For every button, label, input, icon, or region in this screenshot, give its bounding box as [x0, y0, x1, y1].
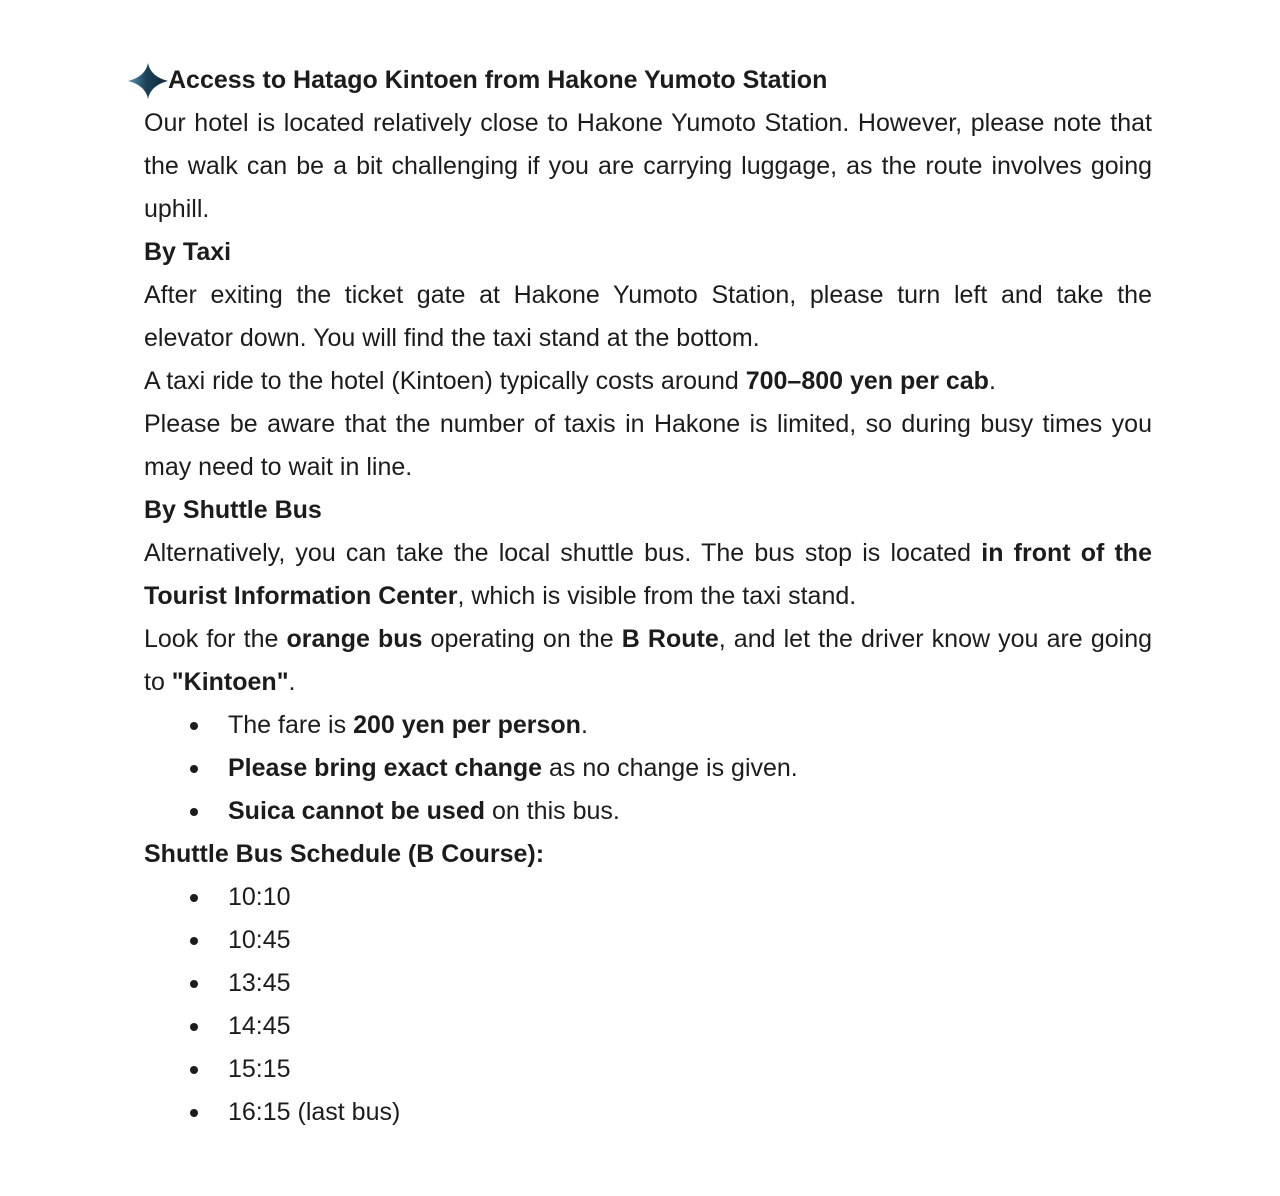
bullet-icon	[190, 1066, 198, 1074]
schedule-time: 10:45	[228, 926, 291, 954]
list-item	[144, 1048, 1152, 1091]
list-item	[144, 962, 1152, 1005]
bullet-icon	[190, 808, 198, 816]
paragraph-taxi-availability: Please be aware that the number of taxis in Hakone is limited, so during busy times you may need to wait in line.	[144, 410, 1152, 481]
list-item	[144, 747, 1152, 790]
schedule-time: 15:15	[228, 1055, 291, 1083]
list-item	[144, 1091, 1152, 1134]
paragraph-taxi-fare: A taxi ride to the hotel (Kintoen) typically costs around 700–800 yen per cab.	[144, 367, 996, 395]
bullet-icon	[190, 980, 198, 988]
bullet-icon	[190, 722, 198, 730]
bullet-icon	[190, 765, 198, 773]
paragraph-bus-stop-location: Alternatively, you can take the local shuttle bus. The bus stop is located in front of the Tourist Information Center, which is visible from the taxi stand.	[144, 539, 1152, 610]
bullet-icon	[190, 894, 198, 902]
sparkle-star-icon	[128, 63, 168, 99]
paragraph-intro: Our hotel is located relatively close to Hakone Yumoto Station. However, please note that the walk can be a bit challenging if you are carrying luggage, as the route involves going uphill.	[144, 109, 1152, 223]
schedule-time: 16:15 (last bus)	[228, 1098, 401, 1126]
note-text: The fare is 200 yen per person.	[228, 711, 588, 739]
page-title-text: Access to Hatago Kintoen from Hakone Yumoto Station	[168, 66, 828, 94]
schedule-time: 13:45	[228, 969, 291, 997]
list-item	[144, 876, 1152, 919]
list-item	[144, 704, 1152, 747]
bullet-icon	[190, 937, 198, 945]
page-title	[144, 59, 1152, 102]
note-text: Please bring exact change as no change is given.	[228, 754, 798, 782]
schedule-list	[144, 876, 1152, 1134]
list-item	[144, 919, 1152, 962]
schedule-time: 10:10	[228, 883, 291, 911]
bullet-icon	[190, 1023, 198, 1031]
bus-notes-list	[144, 704, 1152, 833]
paragraph-bus-route: Look for the orange bus operating on the B Route, and let the driver know you are going to "Kintoen".	[144, 625, 1152, 696]
schedule-time: 14:45	[228, 1012, 291, 1040]
paragraph-taxi-directions: After exiting the ticket gate at Hakone Yumoto Station, please turn left and take the elevator down. You will find the taxi stand at the bottom.	[144, 281, 1152, 352]
section-heading-by-taxi: By Taxi	[144, 238, 232, 266]
note-text: Suica cannot be used on this bus.	[228, 797, 620, 825]
bullet-icon	[190, 1109, 198, 1117]
section-heading-bus-schedule: Shuttle Bus Schedule (B Course):	[144, 840, 545, 868]
document-page	[144, 59, 1152, 1134]
section-heading-by-shuttle-bus: By Shuttle Bus	[144, 496, 322, 524]
list-item	[144, 790, 1152, 833]
list-item	[144, 1005, 1152, 1048]
